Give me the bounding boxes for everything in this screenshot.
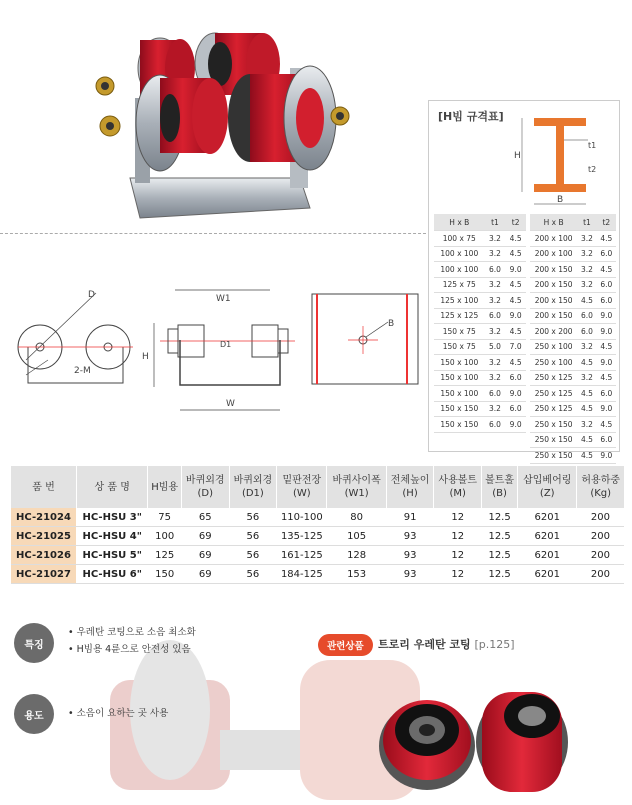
cell-t1: 3.2	[485, 293, 506, 309]
product-code-cell: HC-21024	[11, 508, 77, 527]
cell-hxb: 150 x 150	[434, 417, 485, 433]
table-cell: 6201	[518, 527, 577, 546]
column-header	[327, 466, 386, 508]
product-code-cell: HC-21027	[11, 565, 77, 584]
h-beam-row	[530, 324, 616, 340]
cell-t2: 6.0	[597, 432, 616, 448]
cell-hxb: 100 x 100	[434, 246, 485, 262]
cell-t1: 4.5	[577, 432, 596, 448]
h-beam-row	[434, 386, 526, 402]
cell-t2: 9.0	[597, 308, 616, 324]
model-name-cell: HC-HSU 5"	[76, 546, 147, 565]
label-t2: t2	[588, 165, 597, 174]
column-header	[577, 466, 624, 508]
cell-hxb: 250 x 150	[530, 417, 577, 433]
column-header-label: 바퀴외경	[233, 475, 273, 486]
table-cell: 56	[229, 565, 277, 584]
h-beam-row	[434, 293, 526, 309]
column-header-unit: (H)	[402, 488, 418, 499]
cell-t2: 6.0	[597, 386, 616, 402]
model-name-cell: HC-HSU 3"	[76, 508, 147, 527]
column-header	[277, 466, 327, 508]
product-spec-table	[10, 466, 624, 584]
table-cell: 161-125	[277, 546, 327, 565]
cell-t2: 4.5	[597, 339, 616, 355]
cell-hxb: 200 x 150	[530, 308, 577, 324]
label-b: B	[388, 319, 395, 329]
table-cell: 56	[229, 508, 277, 527]
cell-t1: 4.5	[577, 355, 596, 371]
table-cell: 56	[229, 546, 277, 565]
table-cell: 128	[327, 546, 386, 565]
cell-t1: 6.0	[485, 386, 506, 402]
h-beam-row	[530, 262, 616, 278]
column-header-label: 품 번	[32, 481, 55, 493]
table-cell: 12	[434, 546, 482, 565]
column-header-unit: (D1)	[241, 488, 264, 499]
column-header	[181, 466, 229, 508]
cell-hxb: 150 x 75	[434, 324, 485, 340]
cell-t1: 3.2	[577, 339, 596, 355]
cell-t2: 4.5	[597, 370, 616, 386]
cell-t2: 6.0	[597, 246, 616, 262]
h-beam-row	[434, 277, 526, 293]
cell-t2: 9.0	[597, 448, 616, 464]
column-header-label: 삽입베어링	[523, 475, 572, 486]
h-beam-row	[434, 370, 526, 386]
table-cell: 75	[148, 508, 181, 527]
cell-hxb: 250 x 150	[530, 448, 577, 464]
cell-t1: 3.2	[485, 401, 506, 417]
cell-t1: 4.5	[577, 293, 596, 309]
table-cell: 69	[181, 546, 229, 565]
h-beam-row	[530, 370, 616, 386]
column-header-unit: (W1)	[344, 488, 369, 499]
cell-hxb: 200 x 200	[530, 324, 577, 340]
cell-hxb: 150 x 100	[434, 386, 485, 402]
cell-hxb: 200 x 150	[530, 293, 577, 309]
related-product-name: 트로리 우레탄 코팅	[378, 638, 471, 651]
h-beam-row	[434, 355, 526, 371]
cell-t2: 4.5	[505, 231, 526, 247]
column-header-label: 바퀴사이폭	[332, 475, 381, 486]
related-product-image	[372, 668, 582, 798]
cell-hxb: 250 x 150	[530, 432, 577, 448]
cell-t2: 4.5	[505, 277, 526, 293]
features-list	[68, 624, 196, 658]
h-beam-row	[530, 448, 616, 464]
cell-t2: 9.0	[597, 401, 616, 417]
table-cell: 6201	[518, 546, 577, 565]
h-beam-row	[530, 401, 616, 417]
column-header-label: H빔용	[151, 481, 179, 493]
column-header-unit: (D)	[197, 488, 213, 499]
wheel-front-right	[228, 66, 336, 170]
cell-t1: 4.5	[577, 386, 596, 402]
cell-t1: 3.2	[577, 277, 596, 293]
h-beam-row	[530, 432, 616, 448]
cell-t1: 3.2	[485, 246, 506, 262]
label-d: D	[88, 290, 95, 300]
cell-t2: 9.0	[597, 324, 616, 340]
table-cell: 6201	[518, 565, 577, 584]
related-product-page: [p.125]	[474, 638, 515, 651]
table-cell: 12.5	[482, 508, 518, 527]
column-header	[11, 466, 77, 508]
label-w1: W1	[216, 294, 231, 304]
related-product-title[interactable]	[378, 636, 515, 652]
table-cell: 153	[327, 565, 386, 584]
h-beam-row	[530, 293, 616, 309]
cell-t1: 6.0	[577, 324, 596, 340]
table-cell: 105	[327, 527, 386, 546]
cell-t2: 4.5	[505, 246, 526, 262]
table-cell: 12	[434, 565, 482, 584]
h-beam-row	[530, 246, 616, 262]
cell-hxb: 200 x 100	[530, 231, 577, 247]
column-header-label: 밑판전장	[282, 475, 322, 486]
cell-t2: 4.5	[505, 324, 526, 340]
column-header-label: 볼트홀	[485, 475, 515, 486]
h-beam-table-right	[530, 214, 616, 464]
column-header-unit: (Kg)	[590, 488, 612, 499]
product-code-cell: HC-21025	[11, 527, 77, 546]
h-beam-section-diagram	[512, 112, 616, 212]
label-beam-h: H	[514, 151, 521, 161]
column-header	[76, 466, 147, 508]
column-header-unit: (W)	[292, 488, 311, 499]
column-header-unit: (B)	[492, 488, 507, 499]
urethane-wheel-right	[476, 692, 568, 792]
cell-t2: 9.0	[597, 355, 616, 371]
table-cell: 184-125	[277, 565, 327, 584]
table-cell: 93	[386, 565, 434, 584]
table-cell: 12.5	[482, 527, 518, 546]
cell-hxb: 150 x 150	[434, 401, 485, 417]
cell-t1: 5.0	[485, 339, 506, 355]
cell-t2: 9.0	[505, 386, 526, 402]
table-cell: 80	[327, 508, 386, 527]
table-cell: 12	[434, 508, 482, 527]
col-hxb: H x B	[434, 214, 485, 231]
cell-hxb: 100 x 100	[434, 262, 485, 278]
h-beam-row	[530, 355, 616, 371]
table-cell: 200	[577, 508, 624, 527]
table-row	[11, 546, 625, 565]
product-code-cell: HC-21026	[11, 546, 77, 565]
cell-t1: 3.2	[577, 246, 596, 262]
cell-t1: 4.5	[577, 401, 596, 417]
table-cell: 125	[148, 546, 181, 565]
features-badge: 특징	[14, 623, 54, 663]
label-2m: 2-M	[74, 366, 91, 376]
table-row	[11, 527, 625, 546]
table-cell: 200	[577, 546, 624, 565]
table-cell: 150	[148, 565, 181, 584]
table-cell: 93	[386, 527, 434, 546]
cell-hxb: 200 x 150	[530, 262, 577, 278]
cell-hxb: 250 x 100	[530, 339, 577, 355]
cell-hxb: 125 x 75	[434, 277, 485, 293]
col-t1: t1	[485, 214, 506, 231]
cell-hxb: 200 x 100	[530, 246, 577, 262]
h-beam-row	[530, 417, 616, 433]
cell-hxb: 125 x 100	[434, 293, 485, 309]
table-cell: 91	[386, 508, 434, 527]
section-divider	[0, 233, 426, 234]
label-t1: t1	[588, 141, 597, 150]
column-header-label: 상 품 명	[94, 481, 130, 493]
table-cell: 69	[181, 527, 229, 546]
cell-hxb: 150 x 75	[434, 339, 485, 355]
h-beam-row	[434, 231, 526, 247]
cell-t1: 3.2	[485, 231, 506, 247]
h-beam-row	[434, 246, 526, 262]
cell-t1: 3.2	[485, 355, 506, 371]
column-header	[386, 466, 434, 508]
cell-t1: 3.2	[577, 370, 596, 386]
cell-t2: 4.5	[597, 231, 616, 247]
cell-hxb: 250 x 100	[530, 355, 577, 371]
cell-t2: 4.5	[597, 262, 616, 278]
column-header-label: 전체높이	[390, 475, 430, 486]
trolley-product-photo	[10, 8, 420, 228]
cell-t1: 6.0	[485, 262, 506, 278]
cell-hxb: 150 x 100	[434, 370, 485, 386]
cell-hxb: 250 x 125	[530, 401, 577, 417]
cell-t1: 3.2	[485, 277, 506, 293]
h-beam-row	[530, 277, 616, 293]
feature-item: • H빔용 4륜으로 안전성 있음	[68, 644, 191, 655]
h-beam-row	[530, 308, 616, 324]
column-header	[434, 466, 482, 508]
model-name-cell: HC-HSU 6"	[76, 565, 147, 584]
feature-item: • 우레탄 코팅으로 소음 최소화	[68, 627, 196, 638]
cell-t2: 4.5	[505, 355, 526, 371]
h-beam-row	[530, 231, 616, 247]
label-h: H	[142, 352, 149, 362]
top-view-drawing	[308, 290, 424, 390]
related-product-badge: 관련상품	[318, 634, 373, 656]
table-cell: 69	[181, 565, 229, 584]
table-cell: 200	[577, 527, 624, 546]
cell-t2: 6.0	[597, 293, 616, 309]
table-row	[11, 565, 625, 584]
cell-t1: 3.2	[577, 417, 596, 433]
model-name-cell: HC-HSU 4"	[76, 527, 147, 546]
cell-t2: 6.0	[505, 401, 526, 417]
col-t2: t2	[597, 214, 616, 231]
cell-hxb: 200 x 150	[530, 277, 577, 293]
cell-t1: 6.0	[485, 417, 506, 433]
table-cell: 6201	[518, 508, 577, 527]
cell-t1: 3.2	[577, 262, 596, 278]
cell-t1: 6.0	[577, 308, 596, 324]
table-cell: 110-100	[277, 508, 327, 527]
column-header-label: 사용볼트	[438, 475, 478, 486]
h-beam-row	[434, 308, 526, 324]
cell-hxb: 125 x 125	[434, 308, 485, 324]
column-header-unit: (Z)	[539, 488, 555, 499]
wheel-front-left	[136, 75, 228, 171]
table-cell: 12	[434, 527, 482, 546]
h-beam-row	[434, 324, 526, 340]
label-w: W	[226, 399, 235, 409]
table-row	[11, 508, 625, 527]
table-cell: 200	[577, 565, 624, 584]
h-beam-row	[530, 386, 616, 402]
cell-hxb: 250 x 125	[530, 370, 577, 386]
cell-t2: 6.0	[505, 370, 526, 386]
table-cell: 100	[148, 527, 181, 546]
cell-t2: 4.5	[597, 417, 616, 433]
cell-t2: 7.0	[505, 339, 526, 355]
column-header-label: 허용하중	[581, 475, 621, 486]
cell-t1: 3.2	[485, 370, 506, 386]
cell-t2: 9.0	[505, 308, 526, 324]
cell-t2: 4.5	[505, 293, 526, 309]
cell-t2: 6.0	[597, 277, 616, 293]
cell-t2: 9.0	[505, 417, 526, 433]
cell-t2: 9.0	[505, 262, 526, 278]
col-hxb: H x B	[530, 214, 577, 231]
label-beam-b: B	[557, 195, 564, 205]
h-beam-table-left	[434, 214, 526, 433]
side-view-drawing	[8, 275, 138, 390]
cell-t1: 6.0	[485, 308, 506, 324]
cell-t1: 4.5	[577, 448, 596, 464]
h-beam-row	[434, 262, 526, 278]
table-cell: 56	[229, 527, 277, 546]
cell-hxb: 150 x 100	[434, 355, 485, 371]
h-beam-row	[530, 339, 616, 355]
col-t2: t2	[505, 214, 526, 231]
front-view-drawing	[140, 285, 300, 420]
table-cell: 12.5	[482, 546, 518, 565]
column-header	[229, 466, 277, 508]
urethane-wheel-left	[379, 700, 475, 790]
column-header	[148, 466, 181, 508]
table-cell: 93	[386, 546, 434, 565]
column-header-unit: (M)	[449, 488, 466, 499]
usage-list	[68, 705, 168, 722]
cell-hxb: 100 x 75	[434, 231, 485, 247]
h-beam-row	[434, 417, 526, 433]
table-cell: 12.5	[482, 565, 518, 584]
column-header	[518, 466, 577, 508]
usage-badge: 용도	[14, 694, 54, 734]
h-beam-row	[434, 339, 526, 355]
column-header	[482, 466, 518, 508]
col-t1: t1	[577, 214, 596, 231]
cell-t1: 3.2	[485, 324, 506, 340]
label-d1: D1	[220, 340, 232, 349]
h-beam-spec-title: [H빔 규격표]	[438, 110, 504, 123]
cell-hxb: 250 x 125	[530, 386, 577, 402]
cell-t1: 3.2	[577, 231, 596, 247]
table-cell: 135-125	[277, 527, 327, 546]
h-beam-row	[434, 401, 526, 417]
table-cell: 65	[181, 508, 229, 527]
usage-item: • 소음이 요하는 곳 사용	[68, 708, 169, 719]
column-header-label: 바퀴외경	[185, 475, 225, 486]
